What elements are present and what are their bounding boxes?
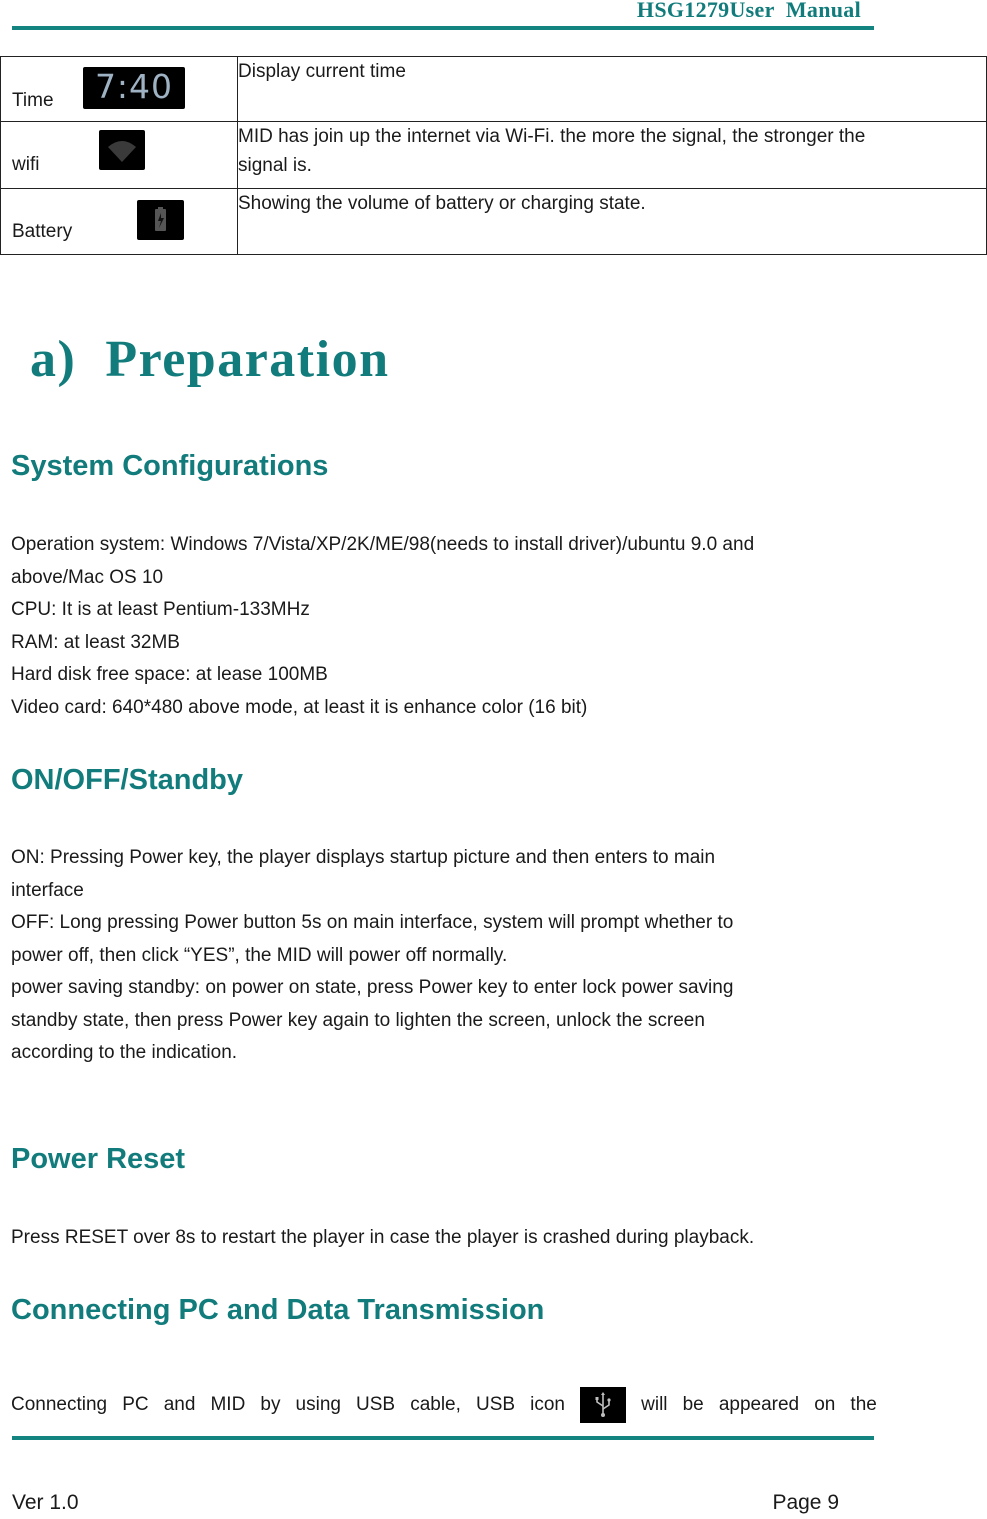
system-configurations-heading: System Configurations xyxy=(11,450,329,482)
word: MID xyxy=(210,1394,246,1415)
word: will xyxy=(641,1394,668,1415)
table-row xyxy=(1,189,987,255)
section-heading: a) Preparation xyxy=(30,331,390,388)
text-line: Operation system: Windows 7/Vista/XP/2K/ME/98(needs to install driver)/ubuntu 9.0 and xyxy=(11,534,755,555)
word: on xyxy=(814,1394,836,1415)
word: be xyxy=(682,1394,704,1415)
clock-icon xyxy=(83,67,185,109)
usb-icon xyxy=(580,1387,626,1423)
header-rule xyxy=(12,26,874,30)
text-line: Hard disk free space: at lease 100MB xyxy=(11,664,328,685)
table-row xyxy=(1,57,987,122)
text-line: standby state, then press Power key again to lighten the screen, unlock the screen xyxy=(11,1009,705,1031)
text-line: power saving standby: on power on state, press Power key to enter lock power saving xyxy=(11,977,734,998)
row-label: wifi xyxy=(12,154,40,175)
word: icon xyxy=(530,1394,565,1415)
text-line: above/Mac OS 10 xyxy=(11,566,164,588)
word: by xyxy=(260,1394,281,1415)
footer-version: Ver 1.0 xyxy=(12,1491,79,1514)
power-reset-heading: Power Reset xyxy=(11,1143,186,1175)
row-description: MID has join up the internet via Wi-Fi. the more the signal, the stronger the xyxy=(238,126,866,147)
word: using xyxy=(295,1394,341,1415)
word: USB xyxy=(356,1394,396,1415)
text-line: power off, then click “YES”, the MID will power off normally. xyxy=(11,944,508,966)
row-description-cont: signal is. xyxy=(238,155,312,176)
system-configurations-text xyxy=(11,529,877,724)
text-line: according to the indication. xyxy=(11,1042,238,1063)
wifi-icon xyxy=(99,130,145,170)
battery-icon xyxy=(137,200,184,240)
footer-rule xyxy=(12,1436,874,1440)
word: the xyxy=(850,1394,877,1415)
row-description: Display current time xyxy=(238,61,406,82)
footer-page-number: Page 9 xyxy=(772,1491,839,1514)
word: and xyxy=(163,1394,196,1415)
on-off-standby-text xyxy=(11,842,877,1070)
text-line: ON: Pressing Power key, the player displays startup picture and then enters to main xyxy=(11,847,716,868)
connecting-pc-text xyxy=(11,1385,877,1425)
word: cable, xyxy=(410,1394,461,1415)
text-line: RAM: at least 32MB xyxy=(11,631,180,653)
table-row xyxy=(1,122,987,189)
on-off-standby-heading: ON/OFF/Standby xyxy=(11,764,243,796)
status-icon-table xyxy=(0,56,987,255)
word: Connecting xyxy=(11,1394,108,1415)
header-title: HSG1279User Manual xyxy=(636,0,861,22)
power-reset-text xyxy=(11,1222,877,1255)
row-label: Battery xyxy=(12,221,73,242)
text-line: interface xyxy=(11,879,84,901)
word: appeared xyxy=(718,1394,800,1415)
text-line: Press RESET over 8s to restart the player in case the player is crashed during playback. xyxy=(11,1227,755,1248)
text-line: CPU: It is at least Pentium-133MHz xyxy=(11,599,310,620)
connecting-pc-heading: Connecting PC and Data Transmission xyxy=(11,1294,545,1326)
row-description: Showing the volume of battery or charging state. xyxy=(238,193,646,214)
word: PC xyxy=(122,1394,149,1415)
text-line: OFF: Long pressing Power button 5s on main interface, system will prompt whether to xyxy=(11,912,734,933)
word: USB xyxy=(475,1394,516,1415)
row-label: Time xyxy=(12,90,54,111)
text-line: Video card: 640*480 above mode, at least it is enhance color (16 bit) xyxy=(11,696,588,718)
clock-digits: 7:40 xyxy=(94,67,174,106)
